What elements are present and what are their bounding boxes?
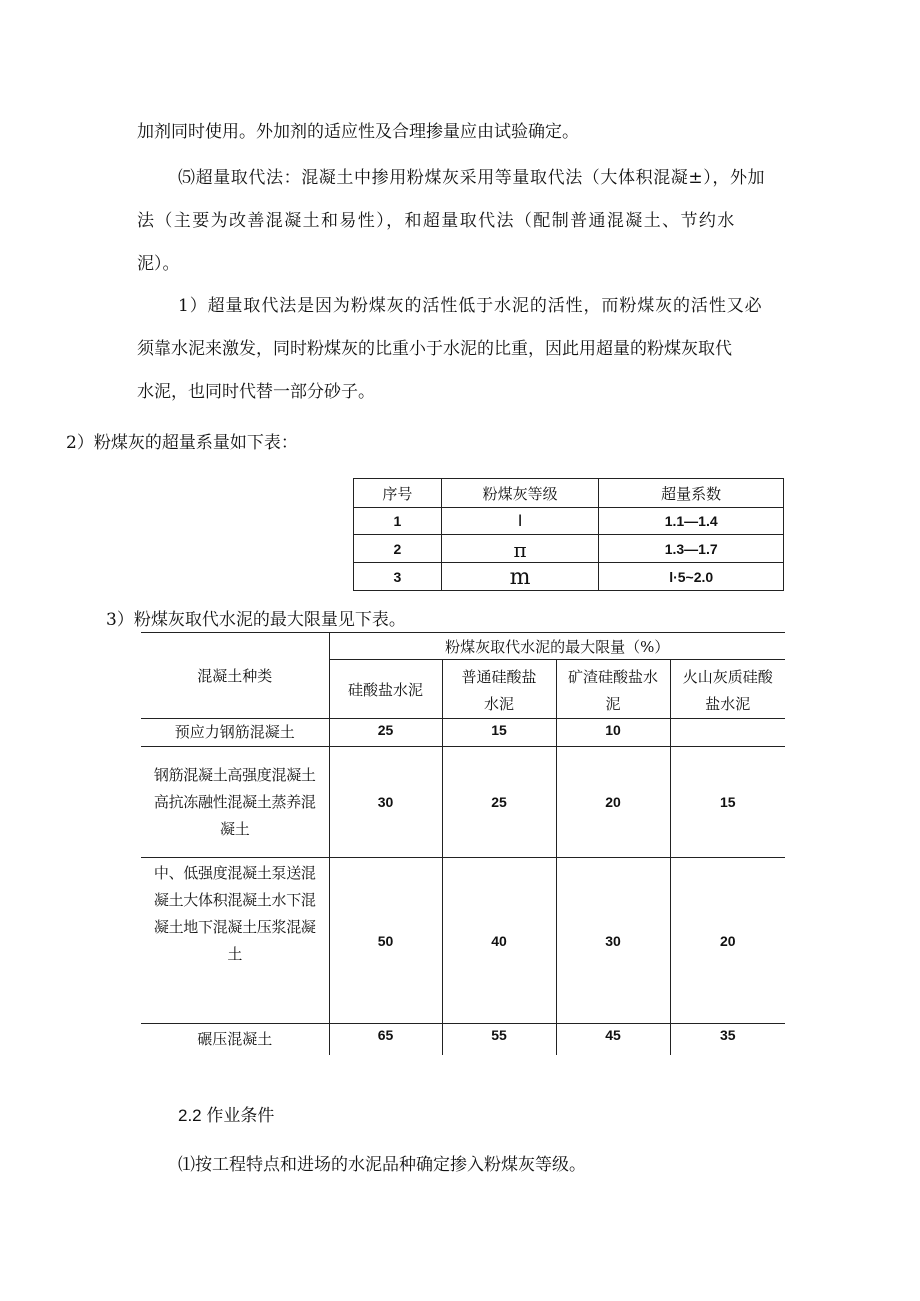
table1-cell-coefficient: l·5~2.0 — [599, 563, 784, 591]
table2-cell-value: 35 — [670, 1024, 785, 1055]
table1-cell-grade: m — [441, 563, 599, 591]
table2-header-group: 粉煤灰取代水泥的最大限量（%） — [329, 633, 785, 660]
table-row — [354, 508, 784, 535]
table2-cell-value: 20 — [556, 747, 670, 858]
table1-cell-index: 3 — [354, 563, 442, 591]
table1-cell-grade: Ⅰ — [441, 508, 599, 535]
table2-cell-value: 10 — [556, 719, 670, 747]
table1-header-coefficient: 超量系数 — [599, 479, 784, 508]
table1-cell-coefficient: 1.3—1.7 — [599, 535, 784, 563]
table2-cell-value: 30 — [556, 858, 670, 1024]
table2-cell-value — [670, 719, 785, 747]
table2-cell-value: 45 — [556, 1024, 670, 1055]
table2-header-row — [141, 633, 785, 660]
table2-cell-value: 15 — [670, 747, 785, 858]
table1-cell-index: 1 — [354, 508, 442, 535]
table2-cell-value: 25 — [329, 719, 442, 747]
table2-subheader-ordinary: 普通硅酸盐 水泥 — [442, 660, 556, 719]
paragraph-reason-line1: 1）超量取代法是因为粉煤灰的活性低于水泥的活性，而粉煤灰的活性又必 — [178, 296, 763, 316]
table2-cell-concrete-type: 碾压混凝土 — [141, 1024, 329, 1055]
table2-cell-concrete-type: 中、低强度混凝土泵送混 凝土大体积混凝土水下混 凝土地下混凝土压浆混凝 土 — [141, 858, 329, 1024]
table2-cell-concrete-type: 预应力钢筋混凝土 — [141, 719, 329, 747]
max-replacement-table — [141, 632, 785, 1055]
table-row — [354, 535, 784, 563]
paragraph-work-condition-1: ⑴按工程特点和进场的水泥品种确定掺入粉煤灰等级。 — [178, 1155, 586, 1175]
table1-header-grade: 粉煤灰等级 — [441, 479, 599, 508]
table1-cell-index: 2 — [354, 535, 442, 563]
overdose-coefficient-table — [353, 478, 784, 591]
table-row — [141, 747, 785, 858]
table2-subheader-portland: 硅酸盐水泥 — [329, 660, 442, 719]
table2-cell-value: 15 — [442, 719, 556, 747]
table-row — [141, 719, 785, 747]
table2-cell-value: 50 — [329, 858, 442, 1024]
table2-subheader-pozzolanic: 火山灰质硅酸 盐水泥 — [670, 660, 785, 719]
paragraph-overdose-method-line1: ⑸超量取代法：混凝土中掺用粉煤灰采用等量取代法（大体积混凝±），外加 — [178, 168, 766, 188]
table2-cell-value: 55 — [442, 1024, 556, 1055]
paragraph-overdose-method-line3: 泥）。 — [137, 254, 180, 274]
table1-cell-coefficient: 1.1—1.4 — [599, 508, 784, 535]
paragraph-reason-line3: 水泥，也同时代替一部分砂子。 — [137, 382, 375, 402]
table2-header-concrete-type: 混凝土种类 — [141, 633, 329, 719]
section-title-work-conditions: 2.2 作业条件 — [178, 1106, 275, 1125]
paragraph-admixture-end: 加剂同时使用。外加剂的适应性及合理掺量应由试验确定。 — [137, 122, 579, 142]
table2-cell-value: 65 — [329, 1024, 442, 1055]
table1-header-index: 序号 — [354, 479, 442, 508]
paragraph-reason-line2: 须靠水泥来激发，同时粉煤灰的比重小于水泥的比重，因此用超量的粉煤灰取代 — [137, 339, 732, 359]
table1-cell-grade: π — [441, 535, 599, 563]
table2-cell-value: 40 — [442, 858, 556, 1024]
table1-header-row — [354, 479, 784, 508]
table-row — [141, 1024, 785, 1055]
table2-caption: 3）粉煤灰取代水泥的最大限量见下表。 — [106, 610, 406, 630]
paragraph-overdose-method-line2: 法（主要为改善混凝土和易性），和超量取代法（配制普通混凝土、节约水 — [137, 211, 736, 231]
table2-cell-value: 20 — [670, 858, 785, 1024]
table2-cell-value: 30 — [329, 747, 442, 858]
table2-cell-concrete-type: 钢筋混凝土高强度混凝土 高抗冻融性混凝土蒸养混 凝土 — [141, 747, 329, 858]
table1-caption: 2）粉煤灰的超量系量如下表： — [66, 433, 298, 453]
table-row — [354, 563, 784, 591]
table2-cell-value: 25 — [442, 747, 556, 858]
table2-subheader-slag: 矿渣硅酸盐水 泥 — [556, 660, 670, 719]
table-row — [141, 858, 785, 1024]
